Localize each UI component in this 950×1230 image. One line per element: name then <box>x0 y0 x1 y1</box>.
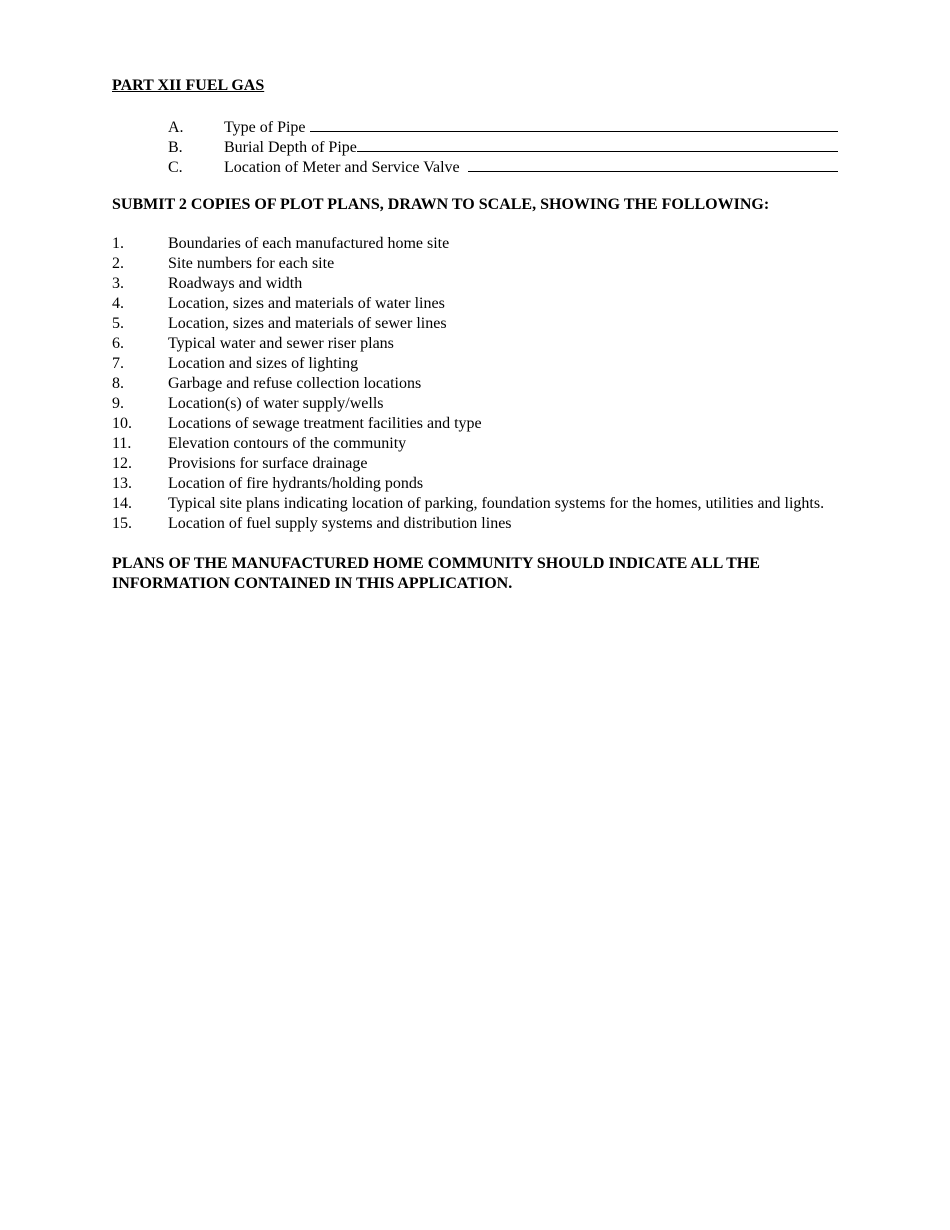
list-item <box>112 514 840 534</box>
meter-location-blank[interactable] <box>468 156 838 172</box>
list-item <box>112 294 840 314</box>
list-item <box>112 254 840 274</box>
list-item <box>112 334 840 354</box>
list-item-text: Location(s) of water supply/wells <box>168 395 384 412</box>
field-letter: A. <box>168 119 184 136</box>
submit-heading: SUBMIT 2 COPIES OF PLOT PLANS, DRAWN TO SCALE, SHOWING THE FOLLOWING: <box>112 196 770 213</box>
fuel-gas-fields <box>112 116 840 176</box>
list-item <box>112 494 840 514</box>
list-item-text: Typical site plans indicating location of parking, foundation systems for the homes, utilities and lights. <box>168 495 825 512</box>
list-item <box>112 274 840 294</box>
list-item-number: 9. <box>112 395 124 412</box>
list-item-text: Garbage and refuse collection locations <box>168 375 422 392</box>
list-item <box>112 454 840 474</box>
field-row-meter-location <box>112 156 840 176</box>
list-item-number: 5. <box>112 315 124 332</box>
closing-note: PLANS OF THE MANUFACTURED HOME COMMUNITY SHOULD INDICATE ALL THE INFORMATION CONTAINED IN THIS APPLICATION. <box>112 555 760 592</box>
list-item-text: Site numbers for each site <box>168 255 335 272</box>
field-letter: B. <box>168 139 183 156</box>
list-item-number: 7. <box>112 355 124 372</box>
list-item-text: Locations of sewage treatment facilities and type <box>168 415 482 432</box>
field-row-type-of-pipe <box>112 116 840 136</box>
field-label: Type of Pipe <box>224 119 310 136</box>
list-item-text: Location of fuel supply systems and distribution lines <box>168 515 512 532</box>
list-item-text: Location, sizes and materials of water lines <box>168 295 445 312</box>
list-item-number: 11. <box>112 435 132 452</box>
list-item <box>112 374 840 394</box>
list-item <box>112 354 840 374</box>
list-item-text: Location and sizes of lighting <box>168 355 359 372</box>
list-item <box>112 434 840 454</box>
list-item-text: Provisions for surface drainage <box>168 455 368 472</box>
field-letter: C. <box>168 159 183 176</box>
list-item-number: 3. <box>112 275 124 292</box>
list-item <box>112 414 840 434</box>
burial-depth-blank[interactable] <box>357 136 838 152</box>
list-item <box>112 314 840 334</box>
list-item-number: 1. <box>112 235 124 252</box>
type-of-pipe-blank[interactable] <box>310 116 838 132</box>
list-item-number: 10. <box>112 415 132 432</box>
list-item <box>112 234 840 254</box>
list-item-number: 15. <box>112 515 132 532</box>
list-item-number: 4. <box>112 295 124 312</box>
list-item <box>112 474 840 494</box>
list-item-text: Typical water and sewer riser plans <box>168 335 394 352</box>
field-label: Burial Depth of Pipe <box>224 139 357 156</box>
list-item-text: Elevation contours of the community <box>168 435 407 452</box>
list-item-number: 12. <box>112 455 132 472</box>
list-item-text: Roadways and width <box>168 275 303 292</box>
list-item-number: 8. <box>112 375 124 392</box>
list-item-number: 6. <box>112 335 124 352</box>
field-row-burial-depth <box>112 136 840 156</box>
plot-plan-requirements-list <box>112 234 840 534</box>
list-item <box>112 394 840 414</box>
document-page <box>112 76 840 594</box>
list-item-text: Boundaries of each manufactured home site <box>168 235 450 252</box>
list-item-text: Location, sizes and materials of sewer lines <box>168 315 447 332</box>
part-title: PART XII FUEL GAS <box>112 77 265 94</box>
list-item-text: Location of fire hydrants/holding ponds <box>168 475 424 492</box>
list-item-number: 2. <box>112 255 124 272</box>
list-item-number: 13. <box>112 475 132 492</box>
list-item-number: 14. <box>112 495 132 512</box>
field-label: Location of Meter and Service Valve <box>224 159 468 176</box>
